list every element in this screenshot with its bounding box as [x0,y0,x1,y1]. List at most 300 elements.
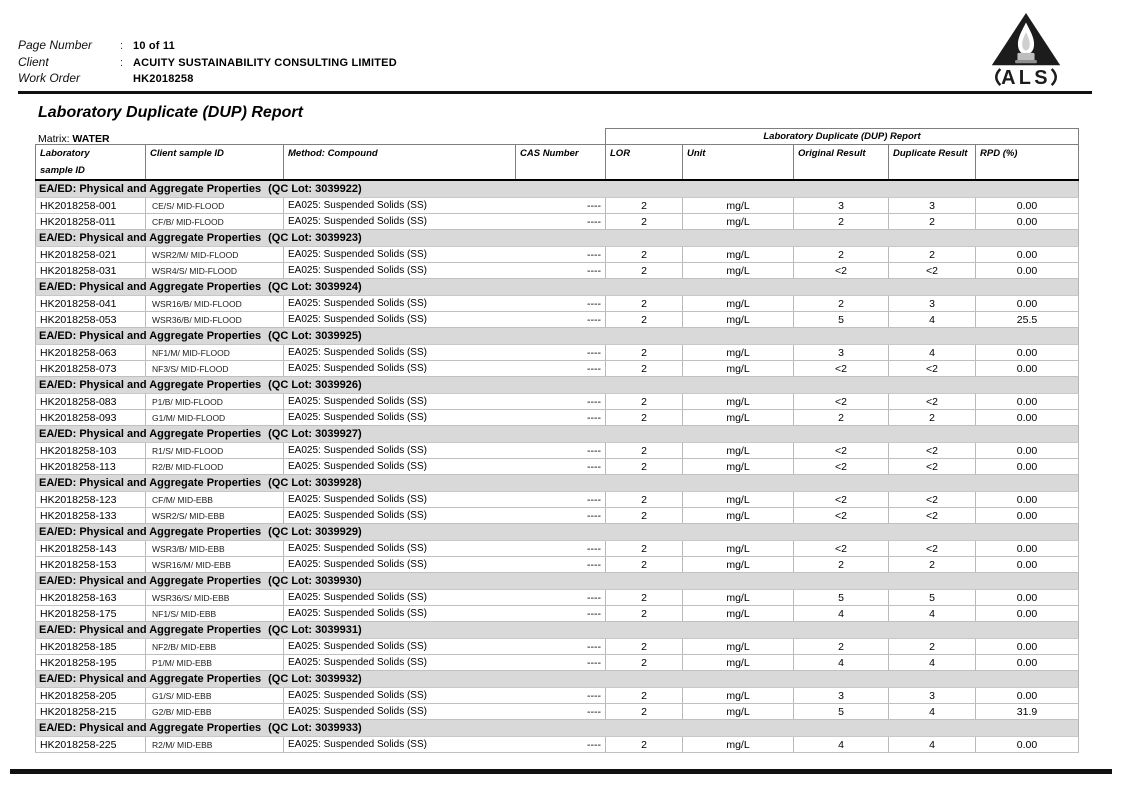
table-row [36,639,1079,655]
cell-client-sample-id: CF/B/ MID-FLOOD [146,214,284,230]
cell-method-compound: EA025: Suspended Solids (SS) [284,557,516,573]
cell-lab-sample-id: HK2018258-153 [36,557,146,573]
cell-lab-sample-id: HK2018258-175 [36,606,146,622]
cell-lor: 2 [606,214,683,230]
cell-original-result: 4 [794,606,889,622]
cell-unit: mg/L [683,443,794,459]
table-row [36,704,1079,720]
cell-rpd: 0.00 [976,492,1079,508]
cell-rpd: 31.9 [976,704,1079,720]
cell-rpd: 0.00 [976,737,1079,753]
cell-client-sample-id: WSR2/M/ MID-FLOOD [146,247,284,263]
cell-lor: 2 [606,312,683,328]
cell-lor: 2 [606,655,683,671]
cell-unit: mg/L [683,345,794,361]
cell-original-result: <2 [794,508,889,524]
col-header-duplicate-result: Duplicate Result [889,145,976,181]
table-row [36,345,1079,361]
section-name: EA/ED: Physical and Aggregate Properties [39,183,262,195]
cell-unit: mg/L [683,737,794,753]
cell-client-sample-id: WSR16/M/ MID-EBB [146,557,284,573]
cell-client-sample-id: WSR16/B/ MID-FLOOD [146,296,284,312]
cell-cas-number: ---- [516,263,606,279]
cell-lab-sample-id: HK2018258-041 [36,296,146,312]
col-header-lor: LOR [606,145,683,181]
col-header-line2: sample ID [40,165,85,176]
section-name: EA/ED: Physical and Aggregate Properties [39,477,262,489]
cell-cas-number: ---- [516,312,606,328]
cell-method-compound: EA025: Suspended Solids (SS) [284,590,516,606]
cell-method-compound: EA025: Suspended Solids (SS) [284,247,516,263]
cell-original-result: 4 [794,737,889,753]
table-row [36,655,1079,671]
cell-cas-number: ---- [516,639,606,655]
cell-client-sample-id: R1/S/ MID-FLOOD [146,443,284,459]
cell-method-compound: EA025: Suspended Solids (SS) [284,688,516,704]
cell-unit: mg/L [683,655,794,671]
cell-original-result: <2 [794,492,889,508]
table-row [36,361,1079,377]
cell-cas-number: ---- [516,247,606,263]
table-row [36,606,1079,622]
report-title: Laboratory Duplicate (DUP) Report [38,104,303,121]
page-number-value: 10 of 11 [133,40,175,52]
meta-row-work-order [18,71,397,88]
cell-unit: mg/L [683,263,794,279]
cell-lor: 2 [606,639,683,655]
cell-duplicate-result: 2 [889,410,976,426]
cell-unit: mg/L [683,214,794,230]
cell-cas-number: ---- [516,737,606,753]
cell-duplicate-result: 2 [889,247,976,263]
cell-rpd: 0.00 [976,590,1079,606]
cell-lab-sample-id: HK2018258-073 [36,361,146,377]
cell-rpd: 0.00 [976,639,1079,655]
cell-client-sample-id: WSR3/B/ MID-EBB [146,541,284,557]
cell-rpd: 0.00 [976,394,1079,410]
cell-lor: 2 [606,361,683,377]
cell-cas-number: ---- [516,557,606,573]
col-header-line1: Laboratory [40,148,90,159]
cell-method-compound: EA025: Suspended Solids (SS) [284,459,516,475]
col-header-original-result: Original Result [794,145,889,181]
cell-duplicate-result: <2 [889,263,976,279]
cell-method-compound: EA025: Suspended Solids (SS) [284,639,516,655]
table-row [36,296,1079,312]
cell-method-compound: EA025: Suspended Solids (SS) [284,361,516,377]
table-row [36,492,1079,508]
als-logo-icon [988,12,1064,93]
cell-method-compound: EA025: Suspended Solids (SS) [284,410,516,426]
cell-cas-number: ---- [516,508,606,524]
cell-lor: 2 [606,606,683,622]
cell-lor: 2 [606,410,683,426]
section-name: EA/ED: Physical and Aggregate Properties [39,330,262,342]
cell-duplicate-result: <2 [889,541,976,557]
cell-lab-sample-id: HK2018258-195 [36,655,146,671]
table-row [36,737,1079,753]
cell-lor: 2 [606,557,683,573]
table-row [36,688,1079,704]
cell-unit: mg/L [683,557,794,573]
cell-rpd: 0.00 [976,655,1079,671]
group-header-row [36,129,1079,145]
table-row [36,263,1079,279]
table-row [36,312,1079,328]
cell-rpd: 0.00 [976,410,1079,426]
cell-rpd: 0.00 [976,247,1079,263]
cell-rpd: 0.00 [976,508,1079,524]
cell-duplicate-result: 3 [889,688,976,704]
cell-cas-number: ---- [516,606,606,622]
cell-cas-number: ---- [516,410,606,426]
section-name: EA/ED: Physical and Aggregate Properties [39,232,262,244]
section-qc-lot: (QC Lot: 3039929) [268,526,362,538]
cell-rpd: 25.5 [976,312,1079,328]
table-row [36,541,1079,557]
cell-cas-number: ---- [516,688,606,704]
cell-lab-sample-id: HK2018258-103 [36,443,146,459]
cell-original-result: 3 [794,345,889,361]
section-header-row [36,426,1079,443]
col-header-cas-number: CAS Number [516,145,606,181]
cell-client-sample-id: G2/B/ MID-EBB [146,704,284,720]
cell-duplicate-result: <2 [889,459,976,475]
section-qc-lot: (QC Lot: 3039930) [268,575,362,587]
cell-rpd: 0.00 [976,443,1079,459]
cell-lor: 2 [606,508,683,524]
cell-unit: mg/L [683,361,794,377]
cell-lab-sample-id: HK2018258-011 [36,214,146,230]
cell-lor: 2 [606,296,683,312]
cell-cas-number: ---- [516,296,606,312]
col-header-lab-sample-id [36,145,146,181]
section-qc-lot: (QC Lot: 3039923) [268,232,362,244]
cell-lor: 2 [606,263,683,279]
cell-lab-sample-id: HK2018258-031 [36,263,146,279]
work-order-value: HK2018258 [133,73,194,85]
cell-rpd: 0.00 [976,198,1079,214]
cell-lor: 2 [606,541,683,557]
section-qc-lot: (QC Lot: 3039932) [268,673,362,685]
cell-lor: 2 [606,492,683,508]
cell-cas-number: ---- [516,492,606,508]
cell-lor: 2 [606,394,683,410]
section-header-row [36,328,1079,345]
section-qc-lot: (QC Lot: 3039933) [268,722,362,734]
cell-lab-sample-id: HK2018258-143 [36,541,146,557]
cell-original-result: <2 [794,541,889,557]
table-row [36,214,1079,230]
cell-unit: mg/L [683,492,794,508]
cell-duplicate-result: 3 [889,296,976,312]
cell-duplicate-result: <2 [889,361,976,377]
section-header-row [36,671,1079,688]
cell-lor: 2 [606,198,683,214]
group-header: Laboratory Duplicate (DUP) Report [606,129,1079,145]
section-header-row [36,573,1079,590]
cell-rpd: 0.00 [976,361,1079,377]
cell-client-sample-id: G1/M/ MID-FLOOD [146,410,284,426]
cell-cas-number: ---- [516,443,606,459]
cell-method-compound: EA025: Suspended Solids (SS) [284,541,516,557]
cell-unit: mg/L [683,410,794,426]
section-name: EA/ED: Physical and Aggregate Properties [39,624,262,636]
cell-client-sample-id: WSR36/S/ MID-EBB [146,590,284,606]
cell-rpd: 0.00 [976,541,1079,557]
cell-unit: mg/L [683,394,794,410]
cell-unit: mg/L [683,606,794,622]
cell-unit: mg/L [683,296,794,312]
cell-method-compound: EA025: Suspended Solids (SS) [284,508,516,524]
cell-duplicate-result: <2 [889,394,976,410]
meta-label: Page Number [18,38,93,52]
cell-cas-number: ---- [516,345,606,361]
col-header-method-compound: Method: Compound [284,145,516,181]
cell-lor: 2 [606,688,683,704]
cell-original-result: <2 [794,361,889,377]
cell-unit: mg/L [683,590,794,606]
cell-client-sample-id: CE/S/ MID-FLOOD [146,198,284,214]
table-row [36,410,1079,426]
table-row [36,198,1079,214]
cell-original-result: <2 [794,459,889,475]
cell-duplicate-result: 4 [889,606,976,622]
table-row [36,394,1079,410]
cell-rpd: 0.00 [976,345,1079,361]
section-qc-lot: (QC Lot: 3039922) [268,183,362,195]
cell-original-result: 3 [794,198,889,214]
cell-original-result: <2 [794,443,889,459]
table-row [36,459,1079,475]
section-qc-lot: (QC Lot: 3039928) [268,477,362,489]
header-rule [18,91,1092,94]
cell-client-sample-id: P1/M/ MID-EBB [146,655,284,671]
cell-lab-sample-id: HK2018258-225 [36,737,146,753]
cell-rpd: 0.00 [976,263,1079,279]
section-header-row [36,180,1079,198]
cell-method-compound: EA025: Suspended Solids (SS) [284,443,516,459]
cell-lor: 2 [606,247,683,263]
cell-lab-sample-id: HK2018258-021 [36,247,146,263]
section-qc-lot: (QC Lot: 3039925) [268,330,362,342]
cell-cas-number: ---- [516,541,606,557]
section-name: EA/ED: Physical and Aggregate Properties [39,722,262,734]
cell-original-result: 2 [794,247,889,263]
cell-method-compound: EA025: Suspended Solids (SS) [284,296,516,312]
cell-cas-number: ---- [516,459,606,475]
cell-duplicate-result: 4 [889,737,976,753]
cell-client-sample-id: CF/M/ MID-EBB [146,492,284,508]
cell-method-compound: EA025: Suspended Solids (SS) [284,606,516,622]
cell-duplicate-result: 2 [889,639,976,655]
cell-duplicate-result: 4 [889,345,976,361]
cell-cas-number: ---- [516,394,606,410]
section-header-row [36,279,1079,296]
section-header-row [36,377,1079,394]
cell-lor: 2 [606,737,683,753]
cell-lab-sample-id: HK2018258-063 [36,345,146,361]
col-header-client-sample-id: Client sample ID [146,145,284,181]
cell-lor: 2 [606,345,683,361]
section-header-row [36,475,1079,492]
cell-duplicate-result: 4 [889,312,976,328]
cell-method-compound: EA025: Suspended Solids (SS) [284,655,516,671]
cell-method-compound: EA025: Suspended Solids (SS) [284,198,516,214]
cell-lab-sample-id: HK2018258-123 [36,492,146,508]
cell-original-result: 2 [794,296,889,312]
footer-rule [10,769,1112,774]
cell-unit: mg/L [683,688,794,704]
meta-row-page-number [18,38,397,55]
als-logo-text: ALS [1001,67,1051,88]
meta-row-client [18,55,397,72]
cell-original-result: <2 [794,263,889,279]
section-name: EA/ED: Physical and Aggregate Properties [39,379,262,391]
table-row [36,508,1079,524]
cell-lab-sample-id: HK2018258-215 [36,704,146,720]
cell-unit: mg/L [683,541,794,557]
cell-lor: 2 [606,459,683,475]
cell-lor: 2 [606,590,683,606]
cell-unit: mg/L [683,247,794,263]
cell-lab-sample-id: HK2018258-163 [36,590,146,606]
cell-method-compound: EA025: Suspended Solids (SS) [284,312,516,328]
section-name: EA/ED: Physical and Aggregate Properties [39,575,262,587]
cell-rpd: 0.00 [976,688,1079,704]
cell-unit: mg/L [683,198,794,214]
cell-cas-number: ---- [516,590,606,606]
cell-duplicate-result: <2 [889,508,976,524]
cell-client-sample-id: WSR2/S/ MID-EBB [146,508,284,524]
cell-lab-sample-id: HK2018258-133 [36,508,146,524]
cell-original-result: 5 [794,704,889,720]
meta-separator: : [120,56,124,69]
cell-original-result: <2 [794,394,889,410]
cell-client-sample-id: WSR4/S/ MID-FLOOD [146,263,284,279]
als-logo-svg [988,12,1064,88]
cell-client-sample-id: NF1/M/ MID-FLOOD [146,345,284,361]
cell-duplicate-result: 4 [889,655,976,671]
section-qc-lot: (QC Lot: 3039924) [268,281,362,293]
cell-unit: mg/L [683,704,794,720]
cell-original-result: 5 [794,590,889,606]
section-header-row [36,230,1079,247]
matrix-value: WATER [72,133,110,145]
cell-method-compound: EA025: Suspended Solids (SS) [284,345,516,361]
cell-duplicate-result: <2 [889,443,976,459]
cell-original-result: 3 [794,688,889,704]
cell-unit: mg/L [683,508,794,524]
section-name: EA/ED: Physical and Aggregate Properties [39,428,262,440]
cell-client-sample-id: G1/S/ MID-EBB [146,688,284,704]
cell-method-compound: EA025: Suspended Solids (SS) [284,704,516,720]
cell-unit: mg/L [683,459,794,475]
group-header-spacer [36,129,606,145]
table-row [36,247,1079,263]
section-name: EA/ED: Physical and Aggregate Properties [39,526,262,538]
cell-lab-sample-id: HK2018258-053 [36,312,146,328]
cell-lor: 2 [606,443,683,459]
cell-client-sample-id: WSR36/B/ MID-FLOOD [146,312,284,328]
cell-unit: mg/L [683,312,794,328]
cell-cas-number: ---- [516,655,606,671]
cell-lab-sample-id: HK2018258-205 [36,688,146,704]
section-qc-lot: (QC Lot: 3039927) [268,428,362,440]
matrix-label: Matrix: [38,133,70,145]
cell-original-result: 2 [794,557,889,573]
cell-lor: 2 [606,704,683,720]
cell-cas-number: ---- [516,198,606,214]
cell-lab-sample-id: HK2018258-083 [36,394,146,410]
column-header-row [36,145,1079,181]
cell-lab-sample-id: HK2018258-113 [36,459,146,475]
section-qc-lot: (QC Lot: 3039931) [268,624,362,636]
section-name: EA/ED: Physical and Aggregate Properties [39,281,262,293]
cell-original-result: 2 [794,410,889,426]
cell-duplicate-result: 2 [889,557,976,573]
cell-original-result: 2 [794,639,889,655]
col-header-unit: Unit [683,145,794,181]
cell-method-compound: EA025: Suspended Solids (SS) [284,492,516,508]
cell-client-sample-id: P1/B/ MID-FLOOD [146,394,284,410]
cell-client-sample-id: R2/M/ MID-EBB [146,737,284,753]
cell-original-result: 5 [794,312,889,328]
cell-cas-number: ---- [516,214,606,230]
cell-original-result: 2 [794,214,889,230]
cell-rpd: 0.00 [976,214,1079,230]
cell-rpd: 0.00 [976,557,1079,573]
col-header-rpd: RPD (%) [976,145,1079,181]
cell-client-sample-id: NF2/B/ MID-EBB [146,639,284,655]
cell-lab-sample-id: HK2018258-001 [36,198,146,214]
cell-cas-number: ---- [516,704,606,720]
cell-duplicate-result: 4 [889,704,976,720]
table-body [36,180,1079,753]
cell-method-compound: EA025: Suspended Solids (SS) [284,263,516,279]
cell-duplicate-result: <2 [889,492,976,508]
client-value: ACUITY SUSTAINABILITY CONSULTING LIMITED [133,56,397,69]
cell-duplicate-result: 2 [889,214,976,230]
cell-method-compound: EA025: Suspended Solids (SS) [284,214,516,230]
section-header-row [36,720,1079,737]
cell-rpd: 0.00 [976,606,1079,622]
meta-label: Client [18,54,49,69]
cell-duplicate-result: 3 [889,198,976,214]
section-name: EA/ED: Physical and Aggregate Properties [39,673,262,685]
meta-separator: : [120,40,124,52]
cell-duplicate-result: 5 [889,590,976,606]
cell-lab-sample-id: HK2018258-093 [36,410,146,426]
cell-method-compound: EA025: Suspended Solids (SS) [284,394,516,410]
cell-rpd: 0.00 [976,459,1079,475]
cell-rpd: 0.00 [976,296,1079,312]
table-row [36,590,1079,606]
cell-unit: mg/L [683,639,794,655]
cell-original-result: 4 [794,655,889,671]
cell-lab-sample-id: HK2018258-185 [36,639,146,655]
table-row [36,443,1079,459]
table-row [36,557,1079,573]
cell-client-sample-id: NF3/S/ MID-FLOOD [146,361,284,377]
meta-label: Work Order [18,71,81,85]
cell-cas-number: ---- [516,361,606,377]
cell-client-sample-id: R2/B/ MID-FLOOD [146,459,284,475]
cell-method-compound: EA025: Suspended Solids (SS) [284,737,516,753]
dup-report-table [35,128,1079,753]
section-qc-lot: (QC Lot: 3039926) [268,379,362,391]
section-header-row [36,622,1079,639]
